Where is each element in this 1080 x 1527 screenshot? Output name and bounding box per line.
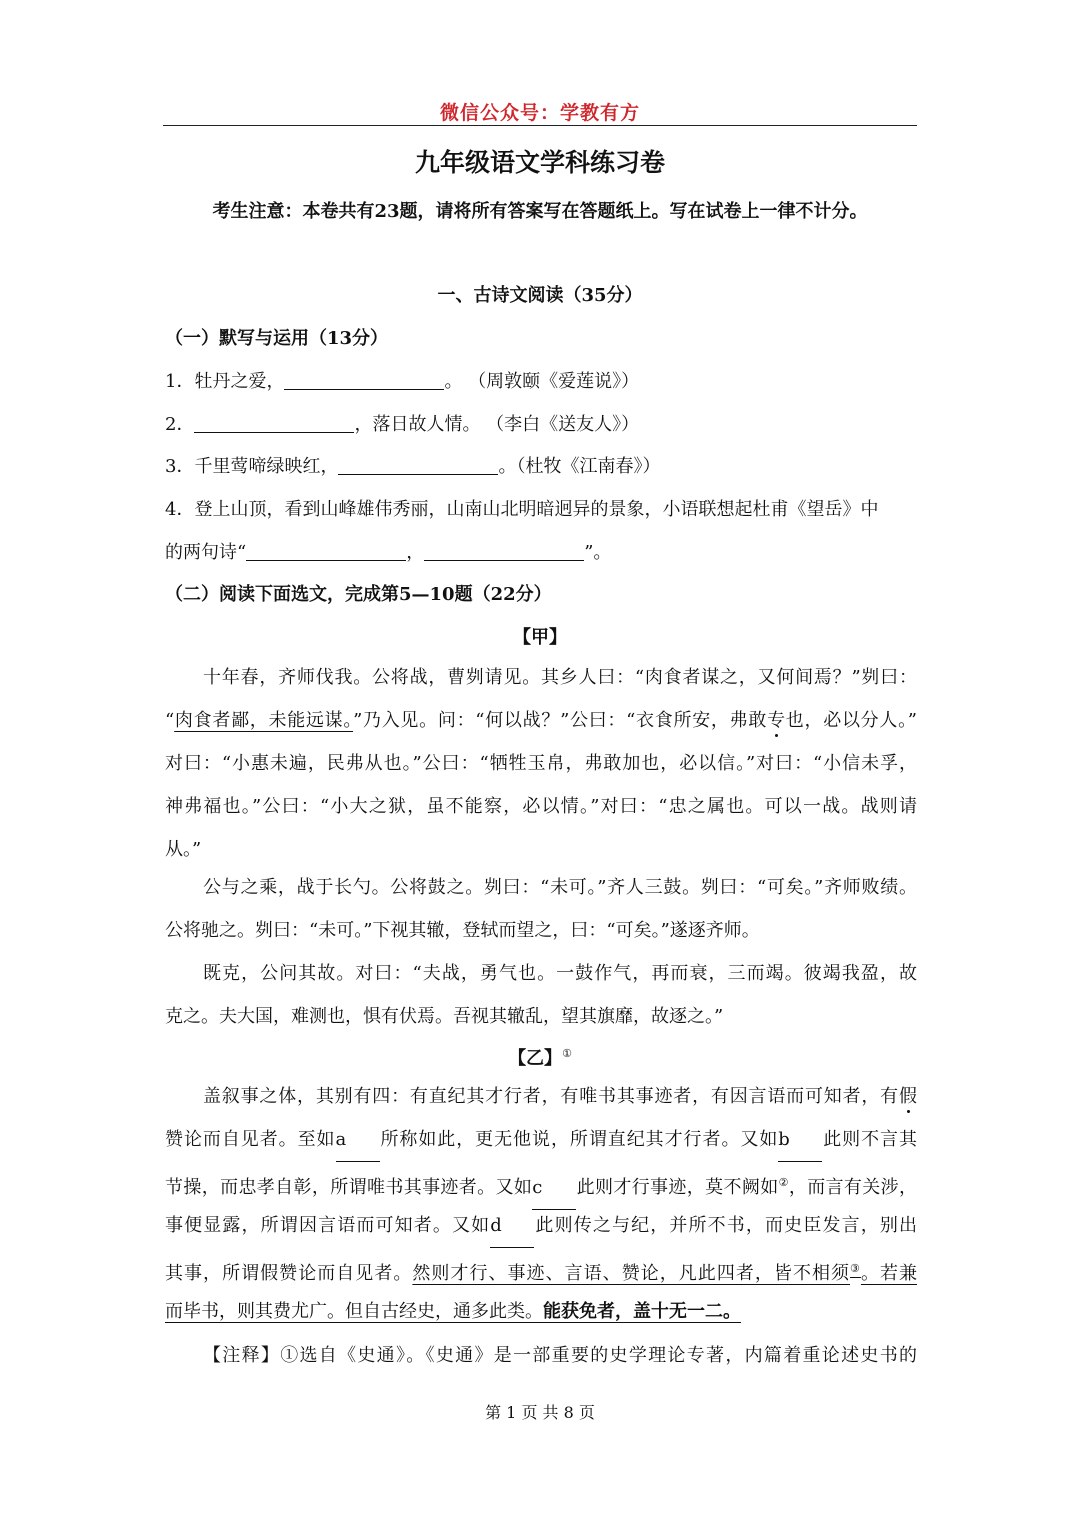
jia-text: 也，必以分人。” bbox=[785, 710, 918, 731]
q1-answer-blank[interactable] bbox=[284, 371, 444, 390]
q4-mid: ， bbox=[406, 542, 425, 563]
q4-suffix: ”。 bbox=[584, 542, 612, 563]
q3-prefix: 3．千里莺啼绿映红， bbox=[165, 456, 339, 477]
yi-text: 赞论而自见者。至如 bbox=[165, 1129, 336, 1150]
yi-text: 盖叙事之体，其别有四：有直纪其才行者，有唯书其事迹者，有因言语而可知者，有 bbox=[203, 1086, 899, 1107]
page-title: 九年级语文学科练习卷 bbox=[414, 148, 665, 177]
annotation-line: 【注释】①选自《史通》。《史通》是一部重要的史学理论专著，内篇着重论述史书的 bbox=[203, 1345, 917, 1366]
yi-text: 其事，所谓假赞论而自见者。 bbox=[165, 1263, 413, 1284]
section-heading: 一、古诗文阅读（35分） bbox=[437, 285, 643, 306]
yi-line bbox=[165, 1161, 917, 1204]
jia-line: 对曰：“小惠未遍，民弗从也。”公曰：“牺牲玉帛，弗敢加也，必以信。”对曰：“小信未孚， bbox=[165, 753, 917, 774]
jia-line: 神弗福也。”公曰：“小大之狱，虽不能察，必以情。”对曰：“忠之属也。可以一战。战则请 bbox=[165, 796, 917, 817]
yi-line bbox=[165, 1118, 917, 1161]
jia-line bbox=[165, 699, 917, 742]
jia-line: 公与之乘，战于长勺。公将鼓之。刿曰：“未可。”齐人三鼓。刿曰：“可矣。”齐师败绩。 bbox=[203, 877, 917, 898]
question-3 bbox=[165, 452, 917, 478]
underlined-sentence: 而毕书，则其费尤广。但自古经史，通多此类。 bbox=[165, 1301, 543, 1322]
q3-suffix: 。（杜牧《江南春》） bbox=[498, 456, 661, 477]
yi-line bbox=[165, 1204, 917, 1247]
passage-jia-para-1 bbox=[165, 656, 917, 871]
q4-answer-blank-2[interactable] bbox=[424, 542, 584, 561]
yi-text: 所称如此，更无他说，所谓直纪其才行者。又如 bbox=[379, 1129, 779, 1150]
q3-answer-blank[interactable] bbox=[338, 456, 498, 475]
q2-suffix: ，落日故人情。 （李白《送友人》） bbox=[354, 414, 640, 435]
jia-line: 既克，公问其故。对曰：“夫战，勇气也。一鼓作气，再而衰，三而竭。彼竭我盈，故 bbox=[203, 963, 917, 984]
yi-text: 此则不言其 bbox=[822, 1129, 918, 1150]
yi-line bbox=[165, 1247, 917, 1290]
yi-text: 节操，而忠孝自彰，所谓唯书其事迹者。又如 bbox=[165, 1177, 533, 1198]
blank-b[interactable]: b bbox=[778, 1118, 822, 1162]
q4-prefix: 的两句诗“ bbox=[165, 542, 247, 563]
jia-line: 十年春，齐师伐我。公将战，曹刿请见。其乡人曰：“肉食者谋之，又何间焉？”刿曰： bbox=[203, 667, 917, 688]
underlined-sentence: 。若兼 bbox=[860, 1263, 917, 1284]
dotted-character: 专 bbox=[767, 710, 786, 731]
annotation bbox=[165, 1334, 917, 1377]
yi-text: 此则传之与纪，并所不书，而史臣发言，别出 bbox=[534, 1215, 917, 1236]
jia-line: 公将驰之。刿曰：“未可。”下视其辙，登轼而望之，曰：“可矣。”遂逐齐师。 bbox=[165, 920, 760, 941]
yi-text: 此则才行事迹，莫不阙如 bbox=[576, 1177, 779, 1198]
jia-text: ”乃入见。问：“何以战？”公曰：“衣食所安，弗敢 bbox=[353, 710, 768, 731]
question-2 bbox=[165, 410, 917, 436]
note-mark-3: ③ bbox=[850, 1262, 861, 1275]
header-watermark: 微信公众号：学教有方 bbox=[439, 102, 640, 124]
header-divider bbox=[163, 125, 917, 126]
passage-jia-para-3 bbox=[165, 952, 917, 1038]
note-mark-1: ① bbox=[562, 1047, 572, 1060]
jia-line: 从。” bbox=[165, 839, 202, 860]
q2-prefix: 2． bbox=[165, 414, 195, 435]
q1-suffix: 。 （周敦颐《爱莲说》） bbox=[444, 371, 640, 392]
question-4-line2 bbox=[165, 538, 917, 564]
q1-prefix: 1．牡丹之爱， bbox=[165, 371, 285, 392]
q2-answer-blank[interactable] bbox=[194, 414, 354, 433]
question-1 bbox=[165, 367, 917, 393]
passage-yi bbox=[165, 1075, 917, 1333]
exam-notice: 考生注意：本卷共有23题，请将所有答案写在答题纸上。写在试卷上一律不计分。 bbox=[212, 201, 868, 222]
yi-title-text: 【乙】 bbox=[508, 1048, 563, 1069]
part2-heading: （二）阅读下面选文，完成第5—10题（22分） bbox=[165, 584, 552, 605]
passage-jia-title: 【甲】 bbox=[513, 627, 567, 648]
jia-line: 克之。夫大国，难测也，惧有伏焉。吾视其辙乱，望其旗靡，故逐之。” bbox=[165, 1006, 724, 1027]
q4-answer-blank-1[interactable] bbox=[246, 542, 406, 561]
page-number: 第 1 页 共 8 页 bbox=[485, 1403, 595, 1422]
note-mark-2: ② bbox=[778, 1176, 789, 1189]
question-4-line1: 4．登上山顶，看到山峰雄伟秀丽，山南山北明暗迥异的景象，小语联想起杜甫《望岳》中 bbox=[165, 499, 879, 520]
underlined-bold-sentence: 能获免者，盖十无一二。 bbox=[543, 1301, 741, 1322]
blank-a[interactable]: a bbox=[336, 1118, 380, 1162]
underlined-sentence: 然则才行、事迹、言语、赞论，凡此四者，皆不相须 bbox=[412, 1263, 851, 1284]
yi-line bbox=[165, 1290, 917, 1333]
underlined-sentence: 肉食者鄙，未能远谋。 bbox=[174, 710, 354, 731]
passage-yi-title bbox=[0, 1044, 1080, 1070]
quote-open: “ bbox=[165, 710, 175, 731]
blank-d[interactable]: d bbox=[490, 1204, 534, 1248]
yi-text: ，而言有关涉， bbox=[788, 1177, 918, 1198]
part1-heading: （一）默写与运用（13分） bbox=[165, 328, 389, 349]
yi-text: 事便显露，所谓因言语而可知者。又如 bbox=[165, 1215, 491, 1236]
dotted-character: 假 bbox=[899, 1086, 917, 1107]
passage-jia-para-2 bbox=[165, 866, 917, 952]
yi-line bbox=[165, 1075, 917, 1118]
blank-c[interactable]: c bbox=[532, 1166, 576, 1210]
